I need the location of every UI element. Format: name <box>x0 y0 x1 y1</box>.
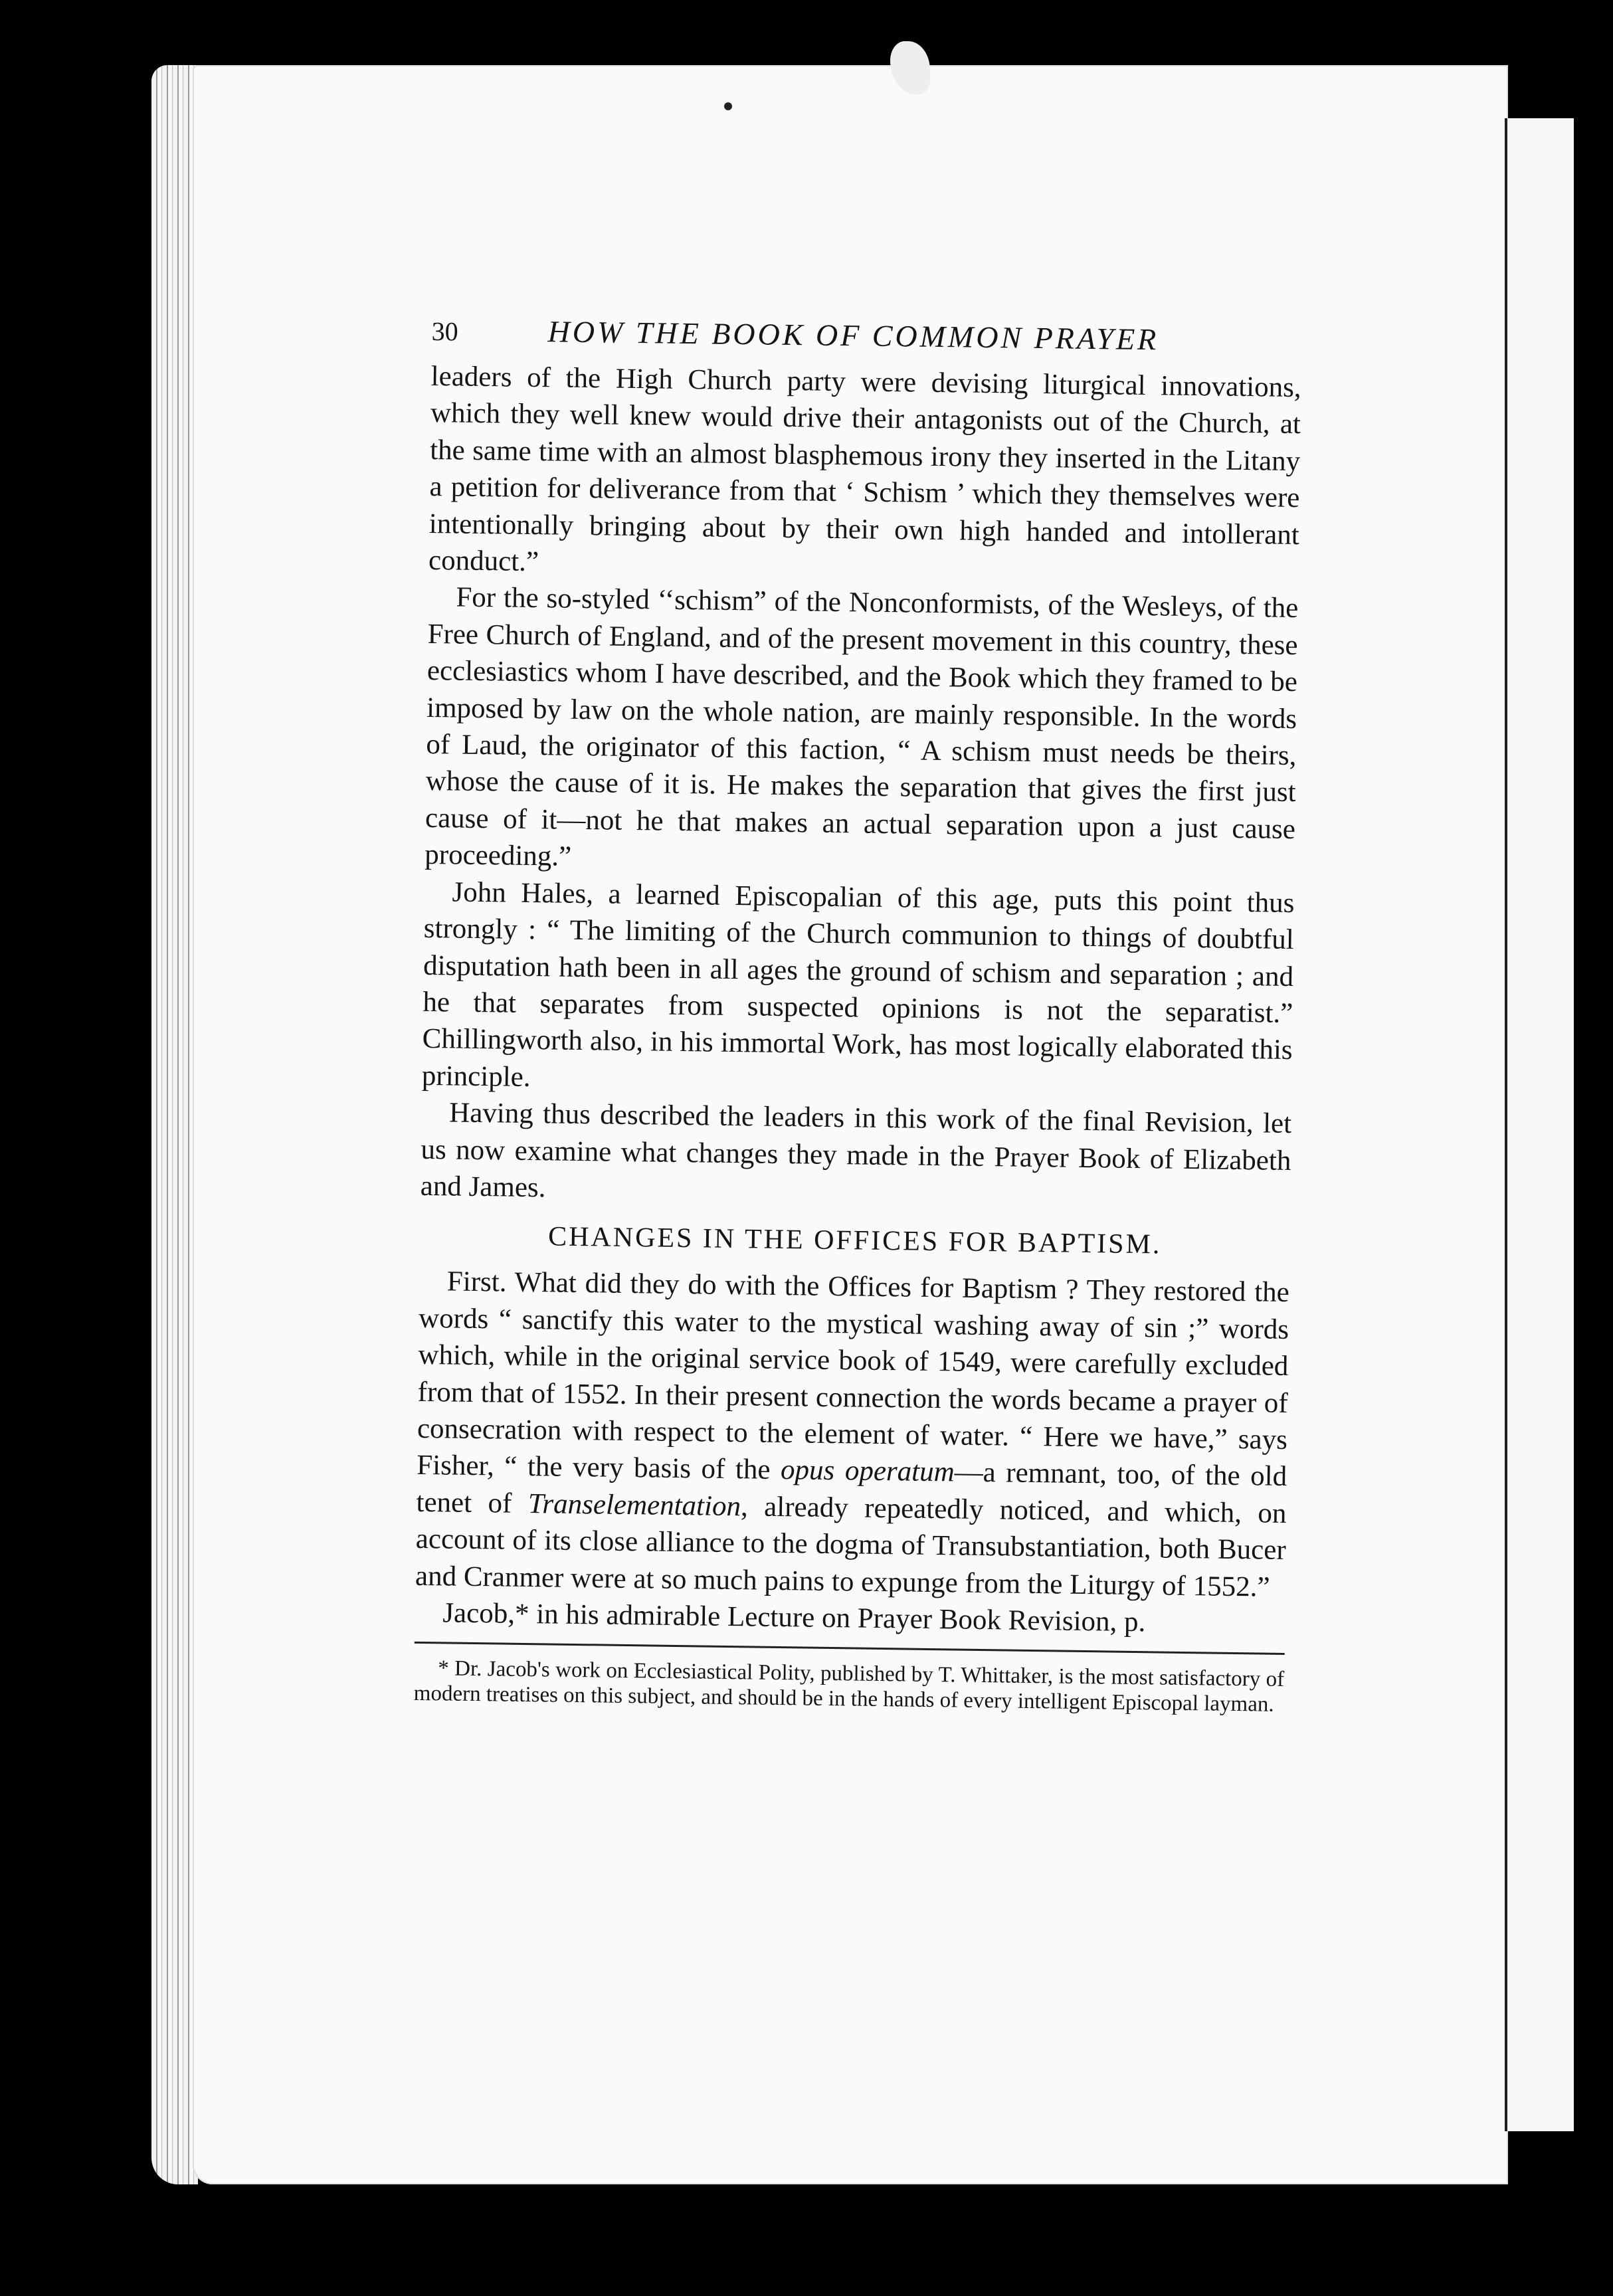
running-title: HOW THE BOOK OF COMMON PRAYER <box>547 314 1159 357</box>
baptism-text-1: First. What did they do with the Offices for Baptism ? They restored the words “ sanctify this water to the mystical washing away of sin ;” words which, while in the original service book of 1549, were carefully excluded from that of 1552. In their present connection the words became a prayer of consecration with respect to the element of water. “ Here we have,” says Fisher, “ the very basis of the <box>416 1266 1290 1486</box>
footnote: * Dr. Jacob's work on Ecclesiastical Polity, published by T. Whittaker, is the most satisfactory of modern treatises on this subject, and should be in the hands of every intelligent Episcopal layman. <box>413 1656 1285 1717</box>
ink-spot <box>724 102 732 110</box>
paragraph-john-hales: John Hales, a learned Episcopalian of this age, puts this point thus strongly : “ The limiting of the Church communion to things of doubtful disputation hath been in all ages the ground of schism and separation ; and he that separates from suspected opinions is not the separatist.” Chillingworth also, in his immortal Work, has most logically elaborated this principle. <box>421 876 1295 1093</box>
page-stack-edges <box>151 65 198 2184</box>
page-text-block <box>414 312 1302 1717</box>
baptism-text-3: , already repeatedly noticed, and which, on account of its close alliance to the dogma of Transubstantiation, both Bucer and Cranmer were at so much pains to expunge from the Liturgy of 1552.” <box>415 1491 1287 1603</box>
section-heading: CHANGES IN THE OFFICES FOR BAPTISM. <box>547 1221 1162 1260</box>
italic-opus-operatum: opus operatum <box>780 1454 955 1488</box>
paragraph-continuation: leaders of the High Church party were devising liturgical innovations, which they well knew would drive their antagonists out of the Church, at the same time with an almost blasphemous irony they inserted in the Litany a petition for deliverance from that ‘ Schism ’ which they themselves were intentionally bringing about by their own high handed and intollerant conduct.” <box>428 360 1301 578</box>
page-number: 30 <box>431 316 458 347</box>
paragraph-baptism <box>415 1263 1289 1606</box>
baptism-text-2: —a remnant, too, of the old tenet of <box>416 1456 1287 1519</box>
footnote-rule <box>415 1642 1285 1655</box>
italic-transelementation: Transelementation <box>527 1487 741 1523</box>
facing-page-edge <box>1505 118 1574 2131</box>
paragraph-jacob: Jacob,* in his admirable Lecture on Prayer Book Revision, p. <box>442 1597 1146 1638</box>
paragraph-schism: For the so-styled ‘‘schism” of the Nonconformists, of the Wesleys, of the Free Church of England, and of the present movement in this country, these ecclesiastics whom I have described, and the Book which they framed to be imposed by law on the whole nation, are mainly responsible. In the words of Laud, the originator of this faction, “ A schism must needs be theirs, whose the cause of it is. He makes the separation that gives the first just cause of it—not he that makes an actual separation upon a just cause proceeding.” <box>425 581 1299 873</box>
paragraph-transition: Having thus described the leaders in this work of the final Revision, let us now examine what changes they made in the Prayer Book of Elizabeth and James. <box>420 1097 1292 1204</box>
